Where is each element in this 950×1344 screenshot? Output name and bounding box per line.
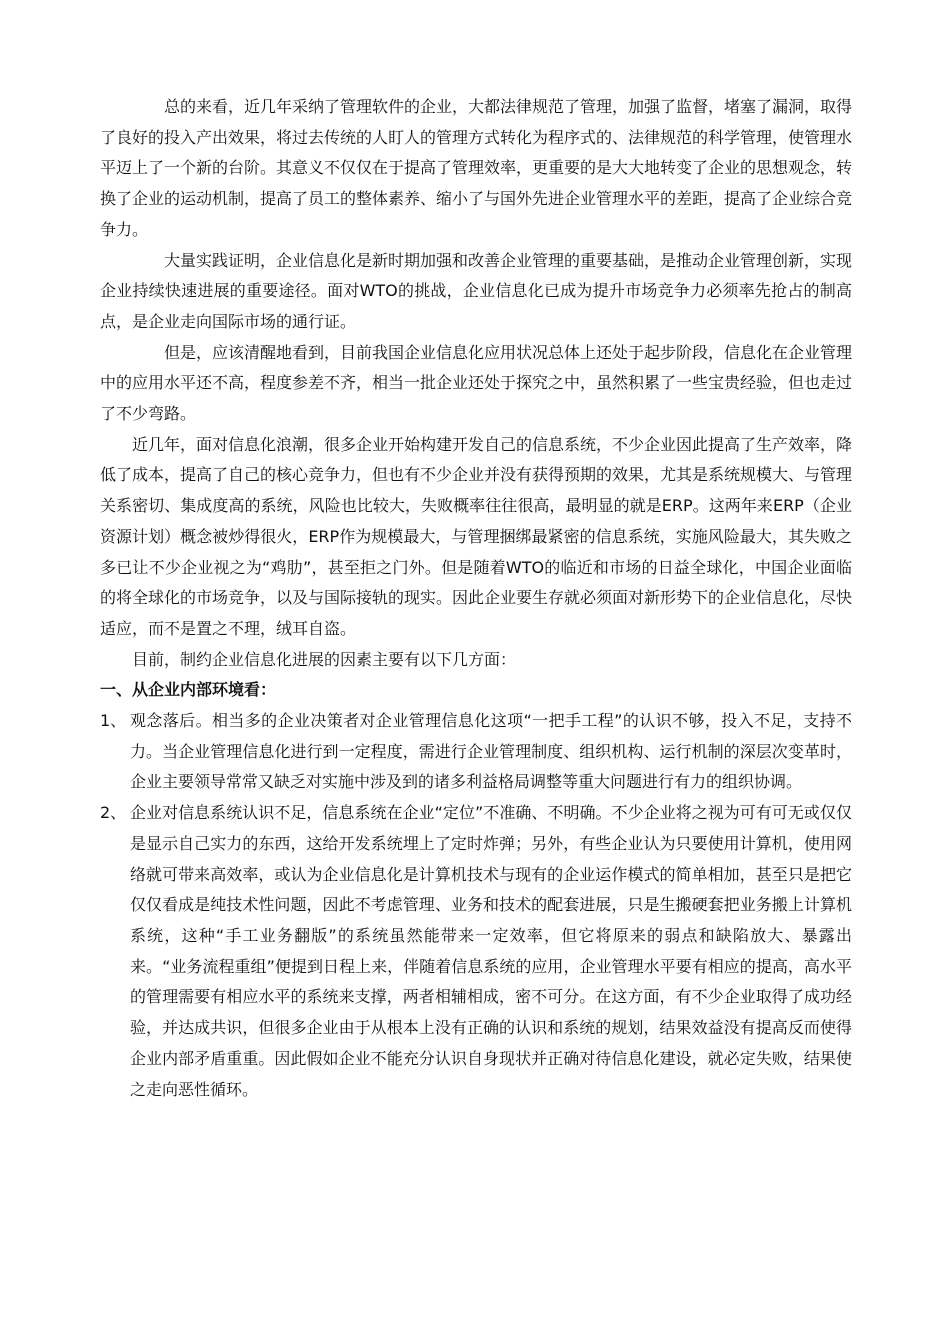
paragraph-factors-intro: 目前，制约企业信息化进展的因素主要有以下几方面： [132,649,517,669]
list-text: 企业对信息系统认识不足，信息系统在企业“定位”不准确、不明确。不少企业将之视为可有可无或仅仅是显示自己实力的东西，这给开发系统埋上了定时炸弹；另外，有些企业认为只要使用计算机，使用网络就可带来高效率，或认为企业信息化是计算机技术与现有的企业运作模式的简单相加，甚至只是把它仅仅看成是纯技术性问题，因此不考虑管理、业务和技术的配套进展，只是生搬硬套把业务搬上计算机系统，这种“手工业务翻版”的系统虽然能带来一定效率，但它将原来的弱点和缺陷放大、暴露出来。“业务流程重组”便提到日程上来，伴随着信息系统的应用，企业管理水平要有相应的提高，高水平的管理需要有相应水平的系统来支撑，两者相辅相成，密不可分。在这方面，有不少企业取得了成功经验，并达成共识，但很多企业由于从根本上没有正确的认识和系统的规划，结果效益没有提高反而使得企业内部矛盾重重。因此假如企业不能充分认识自身现状并正确对待信息化建设，就必定失败，结果使之走向恶性循环。 [130,803,852,1099]
list-text: 观念落后。相当多的企业决策者对企业管理信息化这项“一把手工程”的认识不够，投入不足，支持不力。当企业管理信息化进行到一定程度，需进行企业管理制度、组织机构、运行机制的深层次变革时，企业主要领导常常又缺乏对实施中涉及到的诸多利益格局调整等重大问题进行有力的组织协调。 [130,711,852,792]
list-number: 1、 [100,711,127,731]
paragraph-summary: 总的来看，近几年采纳了管理软件的企业，大都法律规范了管理，加强了监督，堵塞了漏洞，取得了良好的投入产出效果，将过去传统的人盯人的管理方式转化为程序式的、法律规范的科学管理，使管理水平迈上了一个新的台阶。其意义不仅仅在于提高了管理效率，更重要的是大大地转变了企业的思想观念，转换了企业的运动机制，提高了员工的整体素养、缩小了与国外先进企业管理水平的差距，提高了企业综合竞争力。 [100,97,853,239]
paragraph-status: 但是，应该清醒地看到，目前我国企业信息化应用状况总体上还处于起步阶段，信息化在企业管理中的应用水平还不高，程度参差不齐，相当一批企业还处于探究之中，虽然积累了一些宝贵经验，但也走过了不少弯路。 [100,342,853,424]
document-page [100,92,852,1105]
list-item [100,706,852,798]
list-number: 2、 [100,803,127,823]
paragraph-practice: 大量实践证明，企业信息化是新时期加强和改善企业管理的重要基础，是推动企业管理创新，实现企业持续快速进展的重要途径。面对WTO的挑战，企业信息化已成为提升市场竞争力必须率先抢占的制高点，是企业走向国际市场的通行证。 [100,250,853,331]
list-item [100,798,852,1105]
section-heading: 一、从企业内部环境看： [100,680,277,700]
paragraph-erp: 近几年，面对信息化浪潮，很多企业开始构建开发自己的信息系统，不少企业因此提高了生产效率，降低了成本，提高了自己的核心竞争力，但也有不少企业并没有获得预期的效果，尤其是系统规模大、与管理关系密切、集成度高的系统，风险也比较大，失败概率往往很高，最明显的就是ERP。这两年来ERP（企业资源计划）概念被炒得很火，ERP作为规模最大，与管理捆绑最紧密的信息系统，实施风险最大，其失败之多已让不少企业视之为“鸡肋”，甚至拒之门外。但是随着WTO的临近和市场的日益全球化，中国企业面临的将全球化的市场竞争，以及与国际接轨的现实。因此企业要生存就必须面对新形势下的企业信息化，尽快适应，而不是置之不理，绒耳自盗。 [100,434,853,638]
